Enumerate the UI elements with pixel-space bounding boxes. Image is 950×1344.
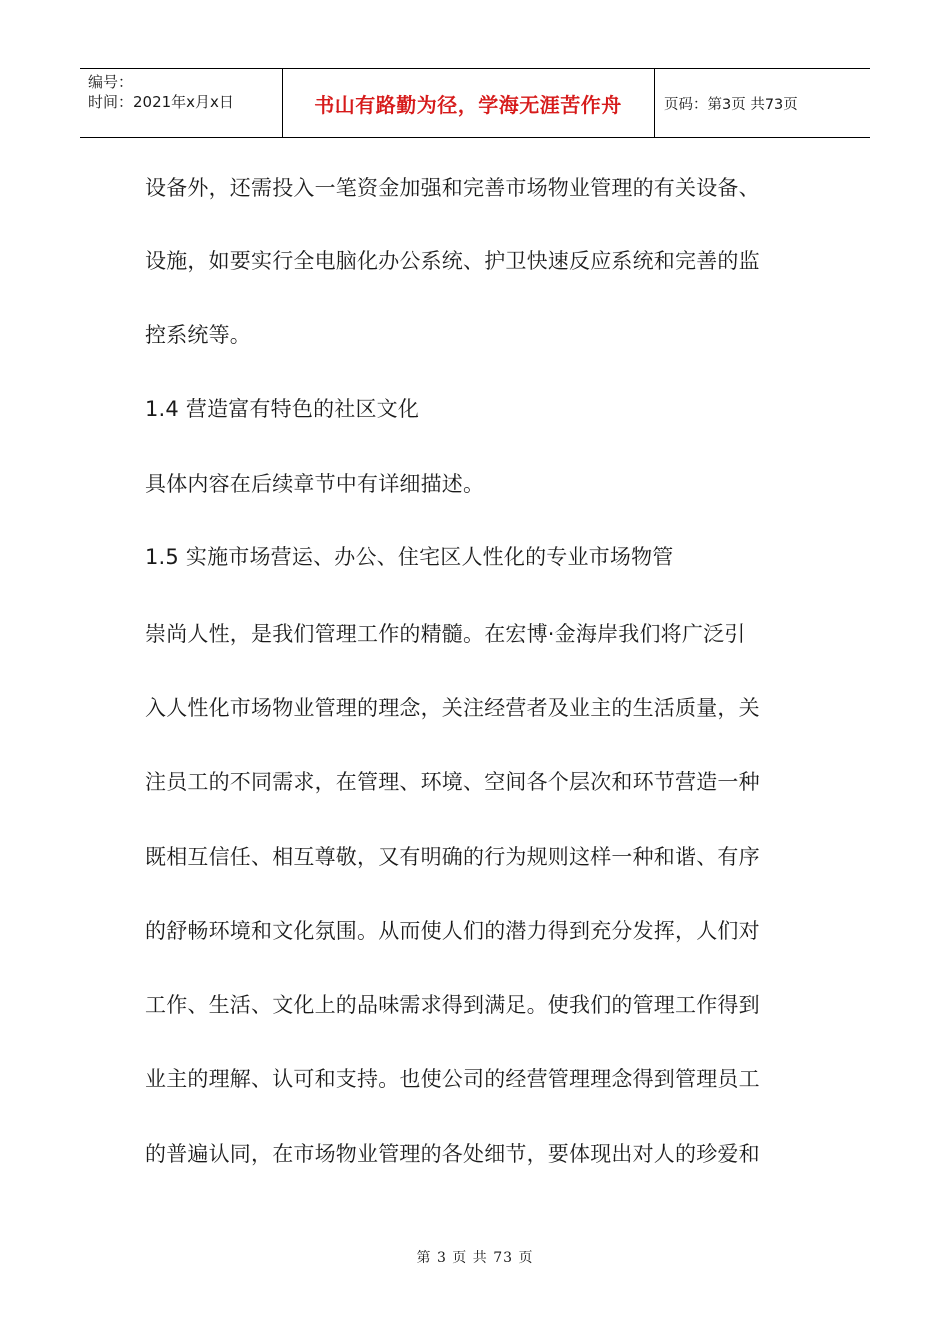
body-line: 工作、生活、文化上的品味需求得到满足。使我们的管理工作得到	[145, 993, 760, 1017]
header-page-info: 页码：第3页 共73页	[664, 96, 798, 113]
header-motto-cell	[282, 69, 655, 137]
body-line: 业主的理解、认可和支持。也使公司的经营管理理念得到管理员工	[145, 1067, 760, 1091]
body-line: 具体内容在后续章节中有详细描述。	[145, 472, 485, 496]
body-line: 设施，如要实行全电脑化办公系统、护卫快速反应系统和完善的监	[145, 249, 760, 273]
section-heading-1-5: 1.5 实施市场营运、办公、住宅区人性化的专业市场物管	[145, 545, 674, 569]
header-meta-cell	[80, 69, 283, 137]
body-line: 注员工的不同需求，在管理、环境、空间各个层次和环节营造一种	[145, 770, 760, 794]
body-line: 入人性化市场物业管理的理念，关注经营者及业主的生活质量，关	[145, 696, 760, 720]
body-line: 既相互信任、相互尊敬，又有明确的行为规则这样一种和谐、有序	[145, 845, 760, 869]
document-date-label: 时间：2021年x月x日	[88, 93, 234, 111]
page-footer: 第 3 页 共 73 页	[416, 1250, 534, 1266]
header-motto: 书山有路勤为径，学海无涯苦作舟	[314, 92, 622, 117]
body-line: 设备外，还需投入一笔资金加强和完善市场物业管理的有关设备、	[145, 176, 760, 200]
header-page-cell	[655, 69, 870, 137]
page-header	[80, 68, 870, 138]
section-heading-1-4: 1.4 营造富有特色的社区文化	[145, 397, 420, 421]
body-line: 的普遍认同，在市场物业管理的各处细节，要体现出对人的珍爱和	[145, 1142, 760, 1166]
body-line: 的舒畅环境和文化氛围。从而使人们的潜力得到充分发挥，人们对	[145, 919, 760, 943]
document-number-label: 编号：	[88, 73, 134, 91]
body-line: 控系统等。	[145, 323, 251, 347]
body-line: 崇尚人性，是我们管理工作的精髓。在宏博·金海岸我们将广泛引	[145, 622, 746, 646]
